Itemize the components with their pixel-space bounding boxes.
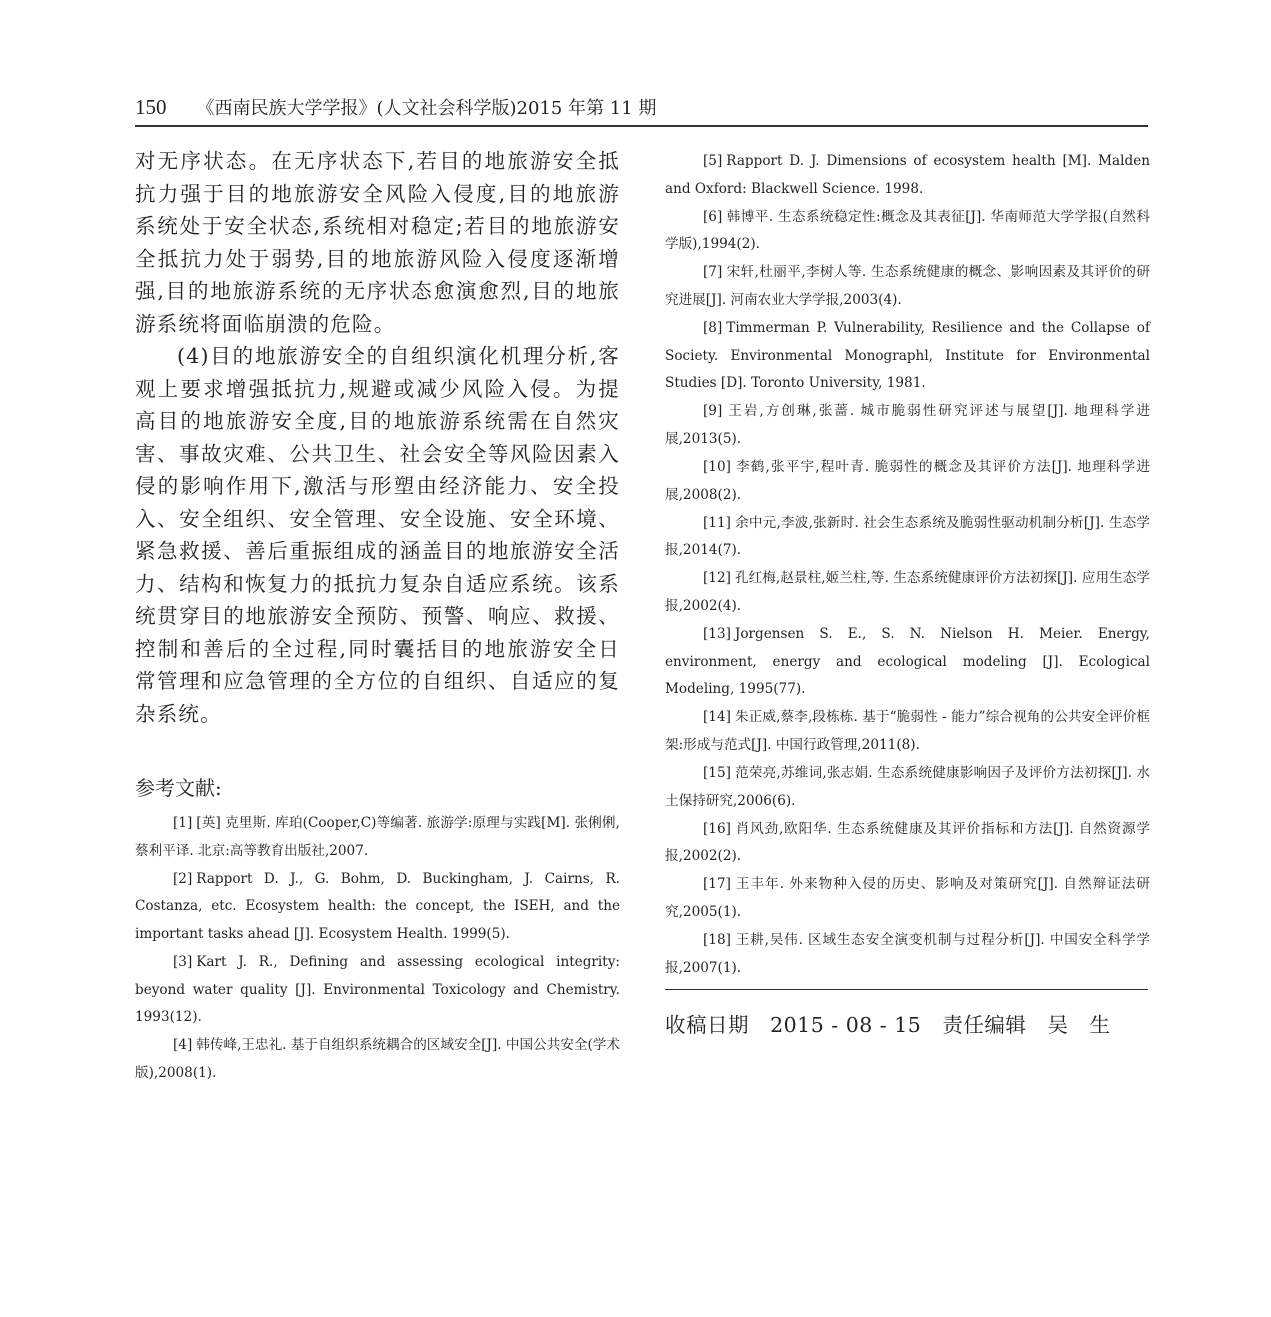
reference-number: [13] [703, 626, 731, 643]
editor-label: 责任编辑 [942, 1013, 1027, 1037]
reference-text: 王岩,方创琳,张蔷. 城市脆弱性研究评述与展望[J]. 地理科学进展,2013(5). [665, 403, 1150, 447]
reference-number: [16] [703, 820, 731, 837]
reference-item [665, 565, 1150, 620]
received-label: 收稿日期 [665, 1013, 749, 1037]
reference-item [135, 949, 620, 1032]
reference-number: [7] [703, 264, 723, 281]
reference-number: [12] [703, 570, 731, 587]
reference-text: Rapport D. J. Dimensions of ecosystem health [M]. Malden and Oxford: Blackwell Science. 1998. [665, 153, 1150, 197]
reference-item [665, 871, 1150, 926]
reference-item [665, 204, 1150, 259]
right-column [665, 148, 1150, 983]
reference-item [665, 259, 1150, 314]
reference-text: Rapport D. J., G. Bohm, D. Buckingham, J. Cairns, R. Costanza, etc. Ecosystem health: the concept, the ISEH, and the important tasks ahead [J]. Ecosystem Health. 1999(5). [135, 870, 620, 942]
reference-item [665, 621, 1150, 704]
reference-number: [14] [703, 709, 731, 726]
reference-item [665, 315, 1150, 398]
reference-text: 余中元,李波,张新时. 社会生态系统及脆弱性驱动机制分析[J]. 生态学报,2014(7). [665, 514, 1150, 559]
reference-item [135, 810, 620, 865]
journal-title: 《西南民族大学学报》(人文社会科学版)2015 年第 11 期 [196, 98, 657, 119]
reference-number: [4] [173, 1037, 193, 1054]
reference-text: 韩博平. 生态系统稳定性:概念及其表征[J]. 华南师范大学学报(自然科学版),1994(2). [665, 208, 1150, 253]
reference-number: [18] [703, 932, 731, 949]
reference-text: 朱正威,蔡李,段栋栋. 基于“脆弱性 - 能力”综合视角的公共安全评价框架:形成与范式[J]. 中国行政管理,2011(8). [665, 709, 1150, 753]
reference-text: Timmerman P. Vulnerability, Resilience and the Collapse of Society. Environmental Monographl, Institute for Environmental Studies [D]. Toronto University, 1981. [665, 320, 1150, 392]
reference-number: [3] [173, 953, 193, 970]
body-paragraph-2: (4)目的地旅游安全的自组织演化机理分析,客观上要求增强抵抗力,规避或减少风险入侵。为提高目的地旅游安全度,目的地旅游系统需在自然灾害、事故灾难、公共卫生、社会安全等风险因素入侵的影响作用下,激活与形塑由经济能力、安全投入、安全组织、安全管理、安全设施、安全环境、紧急救援、善后重振组成的涵盖目的地旅游安全活力、结构和恢复力的抵抗力复杂自适应系统。该系统贯穿目的地旅游安全预防、预警、响应、救援、控制和善后的全过程,同时囊括目的地旅游安全日常管理和应急管理的全方位的自组织、自适应的复杂系统。 [135, 344, 620, 726]
reference-text: 宋轩,杜丽平,李树人等. 生态系统健康的概念、影响因素及其评价的研究进展[J]. 河南农业大学学报,2003(4). [665, 264, 1150, 308]
body-paragraph-1: 对无序状态。在无序状态下,若目的地旅游安全抵抗力强于目的地旅游安全风险入侵度,目的地旅游系统处于安全状态,系统相对稳定;若目的地旅游安全抵抗力处于弱势,目的地旅游风险入侵度逐渐增强,目的地旅游系统的无序状态愈演愈烈,目的地旅游系统将面临崩溃的危险。 [135, 149, 620, 336]
reference-number: [2] [173, 870, 193, 887]
reference-number: [9] [703, 403, 723, 420]
left-column [135, 145, 620, 1088]
page-number: 150 [135, 95, 167, 119]
reference-text: Jorgensen S. E., S. N. Nielson H. Meier. Energy, environment, energy and ecological modeling [J]. Ecological Modeling, 1995(77). [665, 626, 1150, 698]
reference-text: [英] 克里斯. 库珀(Cooper,C)等编著. 旅游学:原理与实践[M]. 张俐俐,蔡利平译. 北京:高等教育出版社,2007. [135, 815, 620, 859]
running-header [135, 94, 1148, 124]
reference-item [665, 927, 1150, 982]
reference-text: 范荣亮,苏维词,张志娟. 生态系统健康影响因子及评价方法初探[J]. 水土保持研究,2006(6). [665, 765, 1150, 809]
reference-text: Kart J. R., Defining and assessing ecological integrity: beyond water quality [J]. Environmental Toxicology and Chemistry. 1993(12). [135, 953, 620, 1026]
header-rule [135, 125, 1148, 127]
reference-number: [15] [703, 765, 731, 782]
reference-text: 王丰年. 外来物种入侵的历史、影响及对策研究[J]. 自然辩证法研究,2005(1). [665, 876, 1150, 921]
reference-item [665, 148, 1150, 203]
reference-item [665, 816, 1150, 871]
reference-item [665, 454, 1150, 509]
reference-text: 韩传峰,王忠礼. 基于自组织系统耦合的区域安全[J]. 中国公共安全(学术版),2008(1). [135, 1037, 620, 1081]
reference-text: 李鹤,张平宇,程叶青. 脆弱性的概念及其评价方法[J]. 地理科学进展,2008(2). [665, 459, 1150, 503]
reference-item [665, 704, 1150, 759]
reference-number: [8] [703, 320, 723, 337]
received-info [665, 1010, 1148, 1040]
reference-item [665, 760, 1150, 815]
editor-name: 吴 生 [1047, 1013, 1111, 1037]
reference-item [665, 398, 1150, 453]
received-date: 2015 - 08 - 15 [770, 1013, 922, 1037]
reference-text: 王耕,吴伟. 区域生态安全演变机制与过程分析[J]. 中国安全科学学报,2007(1). [665, 932, 1150, 976]
references-heading: 参考文献: [135, 776, 222, 800]
reference-item [135, 866, 620, 949]
reference-number: [11] [703, 514, 731, 531]
reference-number: [17] [703, 876, 731, 893]
footer-rule [665, 989, 1148, 990]
reference-number: [6] [703, 208, 723, 225]
reference-item [665, 510, 1150, 565]
reference-number: [1] [173, 815, 193, 831]
reference-text: 孔红梅,赵景柱,姬兰柱,等. 生态系统健康评价方法初探[J]. 应用生态学报,2002(4). [665, 570, 1150, 614]
reference-item [135, 1032, 620, 1087]
reference-number: [10] [703, 459, 731, 476]
reference-text: 肖风劲,欧阳华. 生态系统健康及其评价指标和方法[J]. 自然资源学报,2002(2). [665, 820, 1150, 865]
reference-number: [5] [703, 153, 723, 169]
